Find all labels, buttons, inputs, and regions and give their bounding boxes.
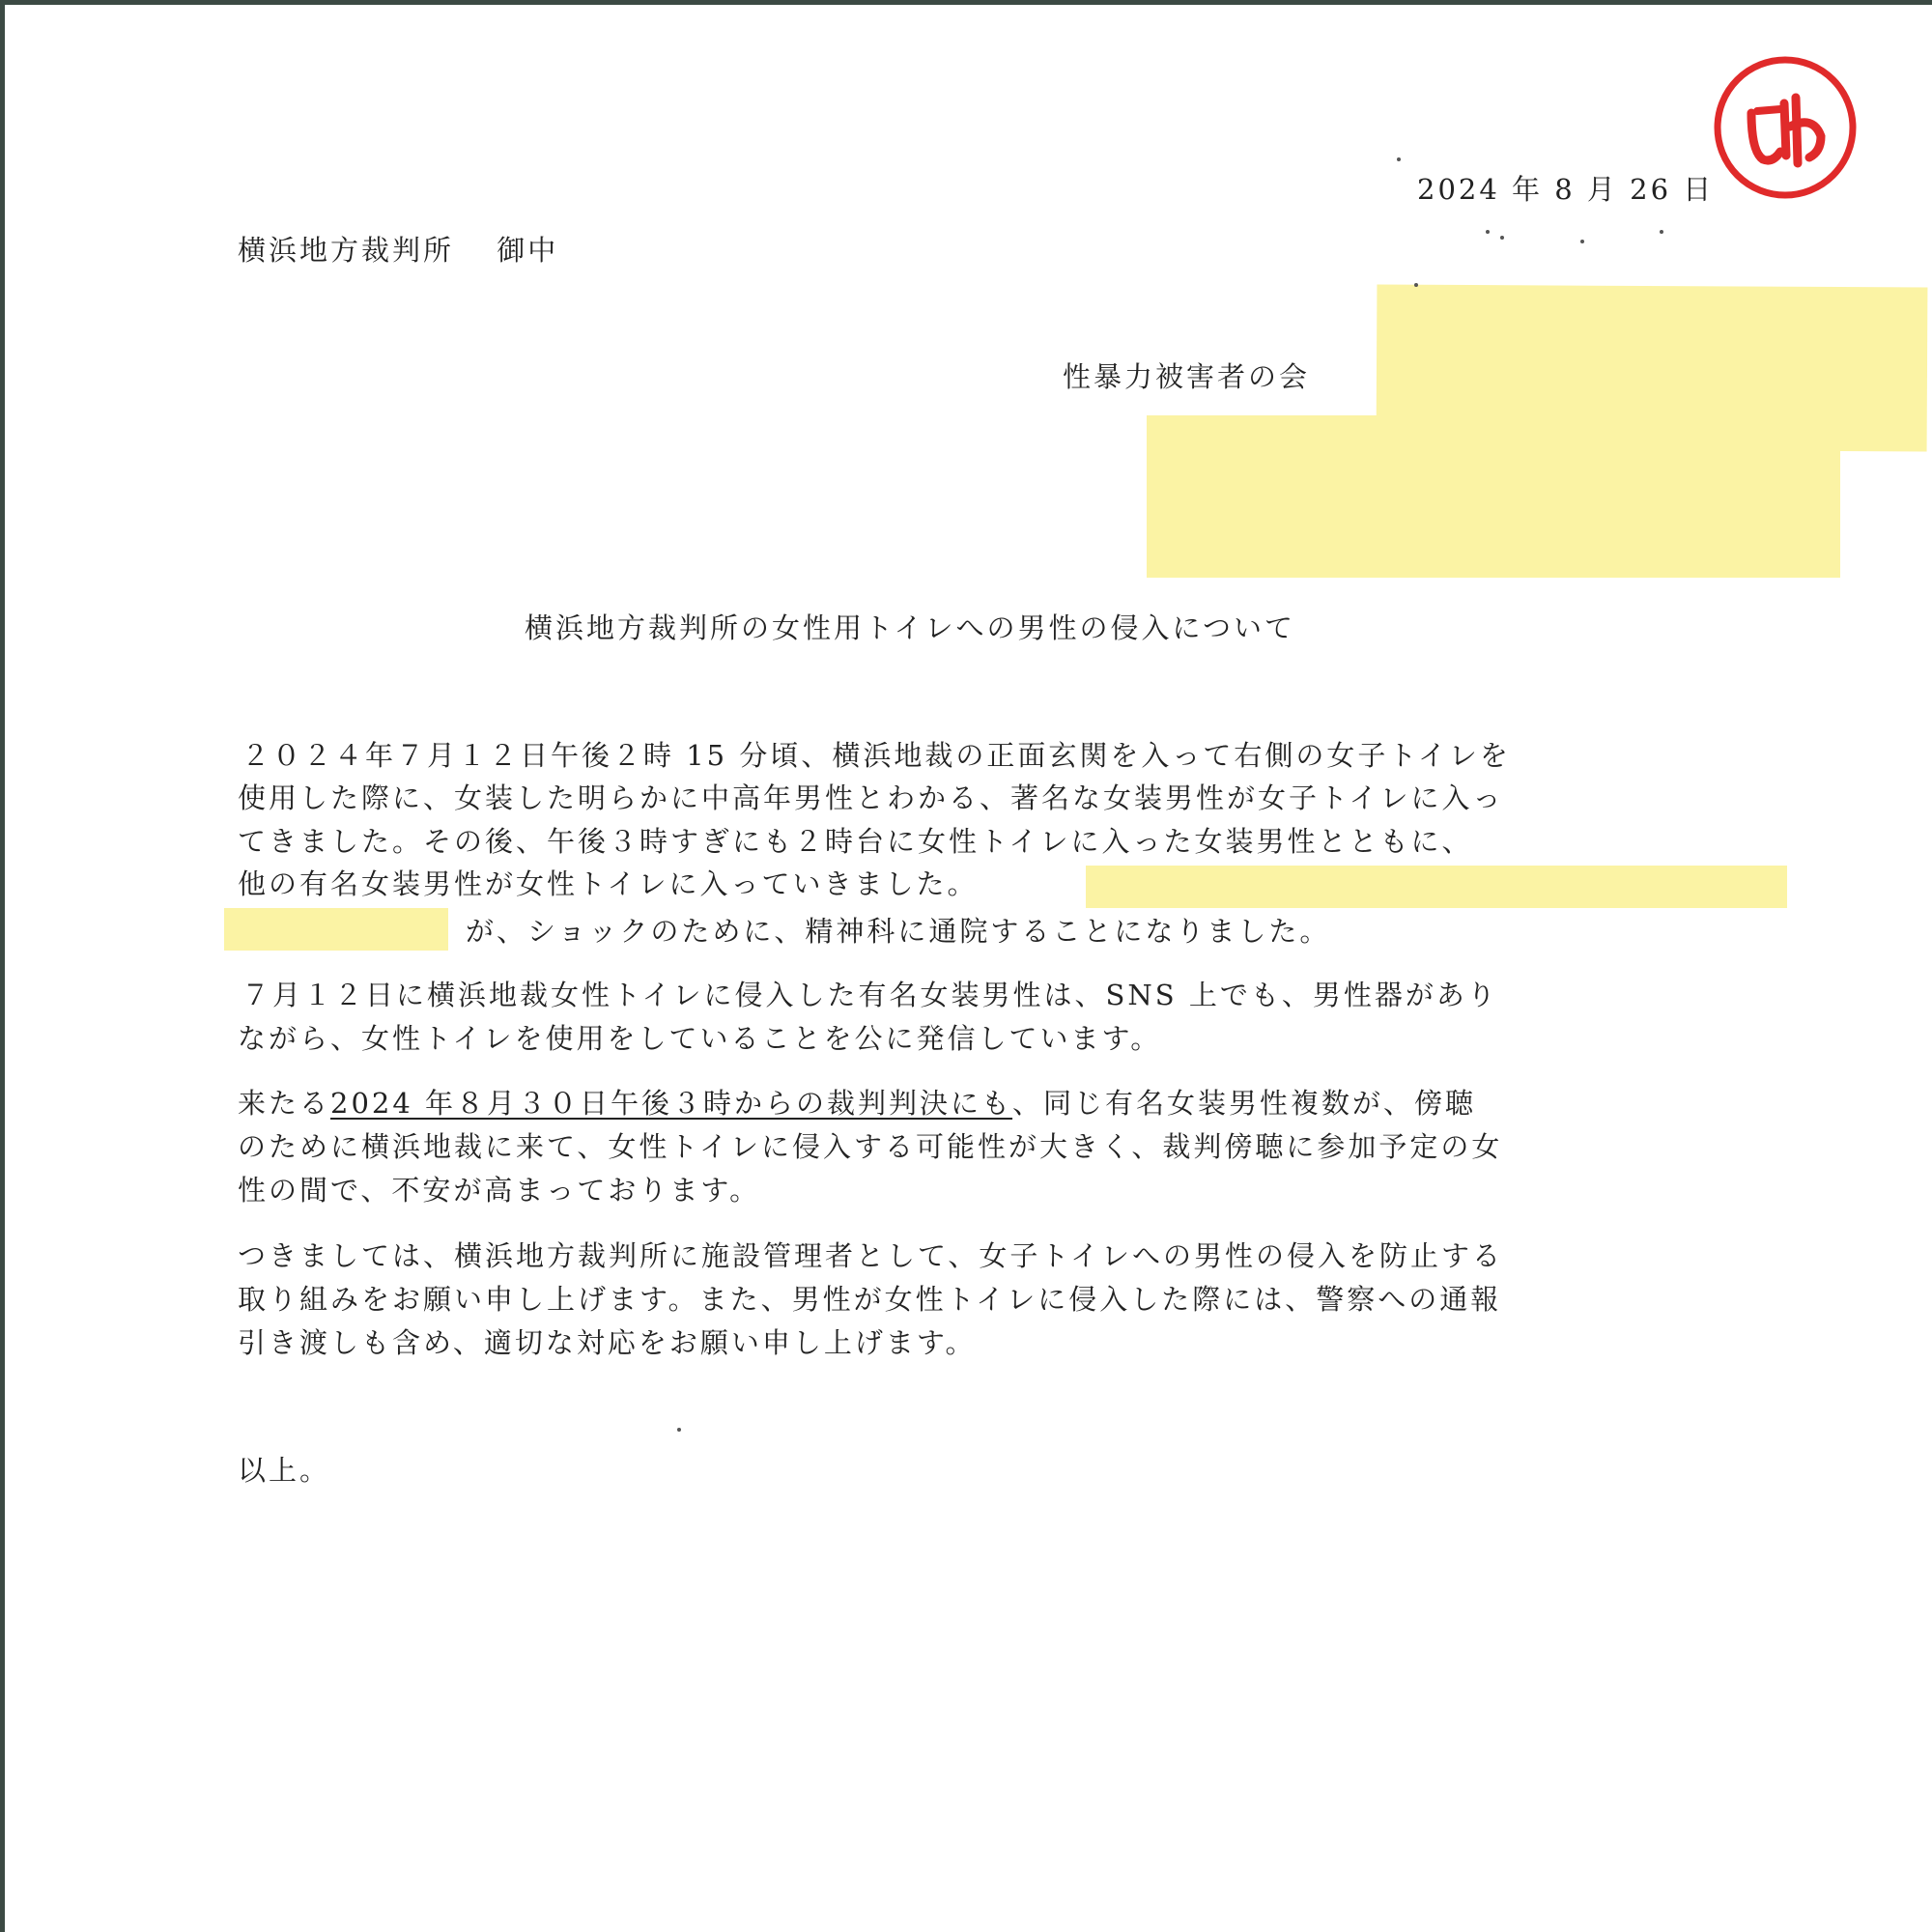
scan-edge-left xyxy=(0,0,5,1932)
paragraph-3-line-3: 性の間で、不安が高まっております。 xyxy=(238,1174,761,1207)
paragraph-3-line-1 xyxy=(238,1086,1476,1121)
redaction-inline-2 xyxy=(224,908,448,951)
paragraph-4-line-1: つきましては、横浜地方裁判所に施設管理者として、女子トイレへの男性の侵入を防止する xyxy=(238,1239,1503,1272)
scan-speck xyxy=(1414,283,1418,287)
paragraph-1-line-4: 他の有名女装男性が女性トイレに入っていきました。 xyxy=(238,867,979,900)
redaction-inline-1 xyxy=(1086,866,1787,908)
scan-speck xyxy=(1397,157,1401,161)
paragraph-1-line-5: が、ショックのために、精神科に通院することになりました。 xyxy=(466,915,1331,948)
paragraph-4-line-3: 引き渡しも含め、適切な対応をお願い申し上げます。 xyxy=(238,1326,977,1359)
hearing-date-underlined: 2024 年８月３０日午後３時からの裁判判決にも xyxy=(330,1087,1013,1120)
scan-speck xyxy=(1500,236,1504,240)
closing-remark: 以上。 xyxy=(238,1454,331,1487)
scan-speck xyxy=(1486,230,1490,234)
paragraph-3-suffix: 、同じ有名女装男性複数が、傍聴 xyxy=(1012,1087,1477,1120)
scan-speck xyxy=(1660,230,1663,234)
paragraph-1-line-1: ２０２４年７月１２日午後２時 15 分頃、横浜地裁の正面玄関を入って右側の女子トイレを xyxy=(242,739,1511,772)
scan-edge-top xyxy=(0,0,1932,5)
paragraph-2-line-2: ながら、女性トイレを使用をしていることを公に発信しています。 xyxy=(238,1022,1162,1055)
hanko-seal-stamp xyxy=(1713,55,1858,200)
sender-organization: 性暴力被害者の会 xyxy=(1063,360,1311,393)
paragraph-3-line-2: のために横浜地裁に来て、女性トイレに侵入する可能性が大きく、裁判傍聴に参加予定の女 xyxy=(238,1130,1503,1163)
addressee: 横浜地方裁判所 御中 xyxy=(238,234,559,267)
paragraph-1-line-2: 使用した際に、女装した明らかに中高年男性とわかる、著名な女装男性が女子トイレに入っ xyxy=(238,781,1504,814)
document-date: 2024 年 8 月 26 日 xyxy=(1417,173,1715,206)
scan-speck xyxy=(1580,240,1584,243)
paragraph-2-line-1: ７月１２日に横浜地裁女性トイレに侵入した有名女装男性は、SNS 上でも、男性器があり xyxy=(242,979,1498,1011)
redaction-note-lower xyxy=(1147,415,1840,578)
document-title: 横浜地方裁判所の女性用トイレへの男性の侵入について xyxy=(525,611,1295,644)
paragraph-1-line-3: てきました。その後、午後３時すぎにも２時台に女性トイレに入った女装男性とともに、 xyxy=(238,825,1473,858)
scan-speck xyxy=(677,1428,681,1432)
paragraph-3-prefix: 来たる xyxy=(238,1087,331,1120)
paragraph-4-line-2: 取り組みをお願い申し上げます。また、男性が女性トイレに侵入した際には、警察への通報 xyxy=(238,1283,1502,1316)
